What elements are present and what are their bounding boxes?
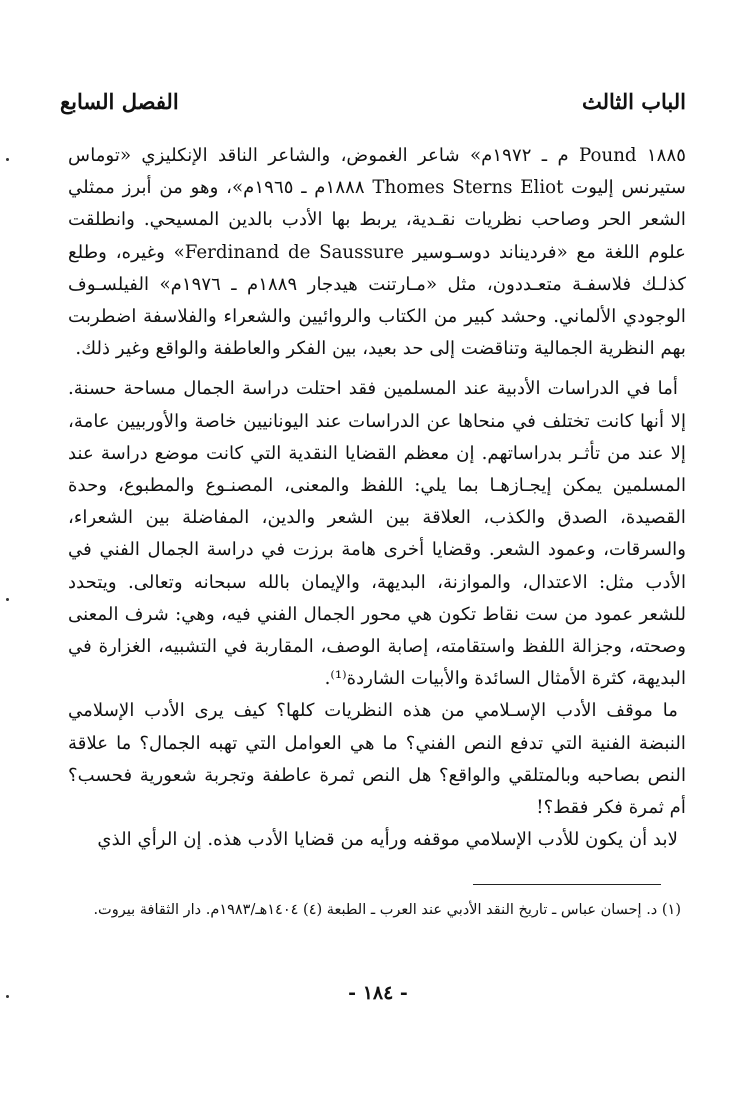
footnote-divider xyxy=(473,884,661,885)
body-text xyxy=(68,140,686,856)
paragraph: أما في الدراسات الأدبية عند المسلمين فقد احتلت دراسة الجمال مساحة حسنة. إلا أنها كانت تختلف في منحاها عن الدراسات عند اليونانيين خاصة والأوربيين عامة، إلا عند من تأثـر بدراساتهم. إن معظم القضايا النقدية التي كانت موضع دراسة عند المسلمين يمكن إيجـازهـا بما يلي: اللفظ والمعنى، المصنـوع والمطبوع، وحدة القصيدة، الصدق والكذب، العلاقة بين الشعر والدين، المفاضلة بين الشعراء، والسرقات، وعمود الشعر. وقضايا أخرى هامة برزت في دراسة الجمال الفني في الأدب مثل: الاعتدال، والموازنة، البديهة، والإيمان بالله سبحانه وتعالى. ويتحدد للشعر عمود من ست نقاط تكون هي محور الجمال الفني فيه، وهي: شرف المعنى وصحته، وجزالة اللفظ واستقامته، إصابة الوصف، المقاربة في التشبيه، الغزارة في البديهة، كثرة الأمثال السائدة والأبيات الشاردة⁽¹⁾. xyxy=(68,378,686,690)
page-number: - ١٨٤ - xyxy=(348,982,408,1004)
header-part-title: الباب الثالث xyxy=(581,88,686,114)
paragraph: ما موقف الأدب الإسـلامي من هذه النظريات كلها؟ كيف يرى الأدب الإسلامي النبضة الفنية التي تدفع النص الفني؟ ما هي العوامل التي تهبه الجمال؟ ما علاقة النص بصاحبه وبالمتلقي والواقع؟ هل النص ثمرة عاطفة وتجربة شعورية فحسب؟ أم ثمرة فكر فقط؟! xyxy=(68,700,686,819)
scan-edge-mark xyxy=(6,158,9,161)
paragraph: لابد أن يكون للأدب الإسلامي موقفه ورأيه من قضايا الأدب هذه. إن الرأي الذي xyxy=(97,829,678,851)
scan-edge-mark xyxy=(6,598,9,601)
running-header xyxy=(60,86,686,116)
scan-edge-mark xyxy=(6,995,9,998)
header-chapter-title: الفصل السابع xyxy=(60,88,179,114)
paragraph: ١٨٨٥ Pound م ـ ١٩٧٢م» شاعر الغموض، والشاعر الناقد الإنكليزي «توماس ستيرنس إليوت Thomes Sterns Eliot ١٨٨٨م ـ ١٩٦٥م»، وهو من أبرز ممثلي الشعر الحر وصاحب نظريات نقـدية، يربط بها الأدب بالدين المسيحي. وانطلقت علوم اللغة مع «فرديناند دوسـوسير Ferdinand de Saussure» وغيره، وطلع كذلـك فلاسفـة متعـددون، مثل «مـارتنت هيدجار ١٨٨٩م ـ ١٩٧٦م» الفيلسـوف الوجودي الألماني. وحشد كبير من الكتاب والروائيين والشعراء والفلاسفة اضطربت بهم النظرية الجمالية وتناقضت إلى حد بعيد، بين الفكر والعاطفة والواقع وغير ذلك. xyxy=(68,145,687,360)
footnote: (١) د. إحسان عباس ـ تاريخ النقد الأدبي عند العرب ـ الطبعة (٤) ١٤٠٤هـ/١٩٨٣م. دار الثقافة بيروت. xyxy=(93,902,681,918)
